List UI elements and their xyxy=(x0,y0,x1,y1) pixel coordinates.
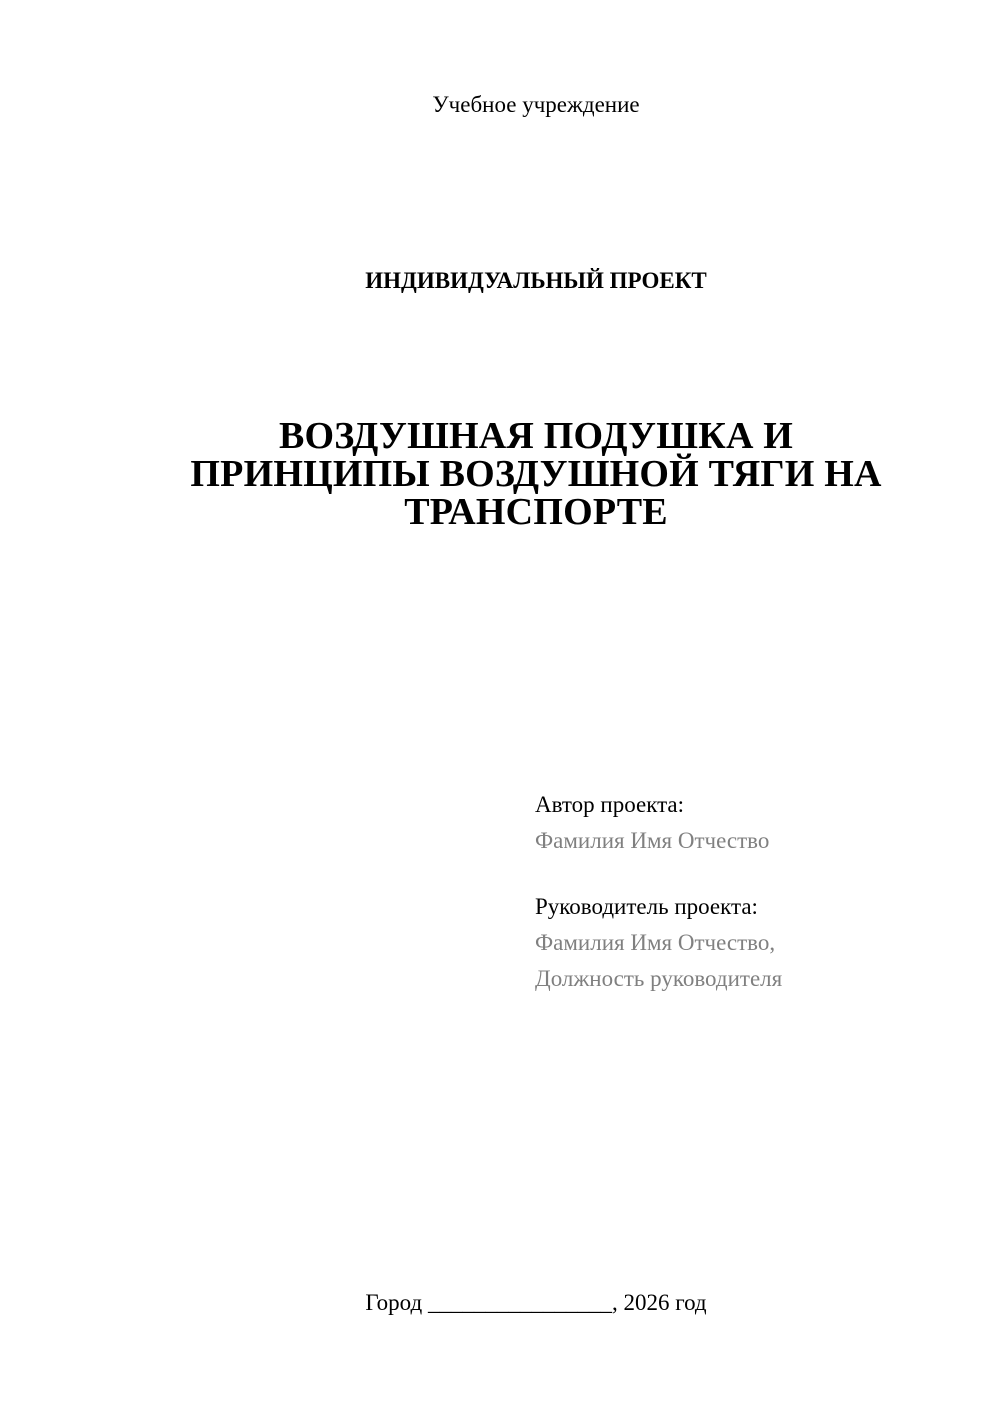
title-line-2: ПРИНЦИПЫ ВОЗДУШНОЙ ТЯГИ НА xyxy=(190,453,882,495)
credits-spacer xyxy=(535,859,975,889)
year-text: , 2026 год xyxy=(611,1290,707,1315)
supervisor-position: Должность руководителя xyxy=(535,966,783,991)
document-type: ИНДИВИДУАЛЬНЫЙ ПРОЕКТ xyxy=(365,268,707,293)
title-line-1: ВОЗДУШНАЯ ПОДУШКА И xyxy=(278,415,794,457)
author-label: Автор проекта: xyxy=(535,792,684,817)
supervisor-label: Руководитель проекта: xyxy=(535,894,758,919)
project-title xyxy=(150,417,922,531)
institution-name: Учебное учреждение xyxy=(432,92,640,117)
supervisor-name: Фамилия Имя Отчество, xyxy=(535,930,776,955)
author-name: Фамилия Имя Отчество xyxy=(535,828,770,853)
title-line-3: ТРАНСПОРТЕ xyxy=(404,491,668,533)
city-label: Город xyxy=(365,1290,423,1315)
credits-block xyxy=(535,787,975,997)
city-year-line xyxy=(0,1287,1000,1319)
city-blank: ________________ xyxy=(427,1290,612,1315)
